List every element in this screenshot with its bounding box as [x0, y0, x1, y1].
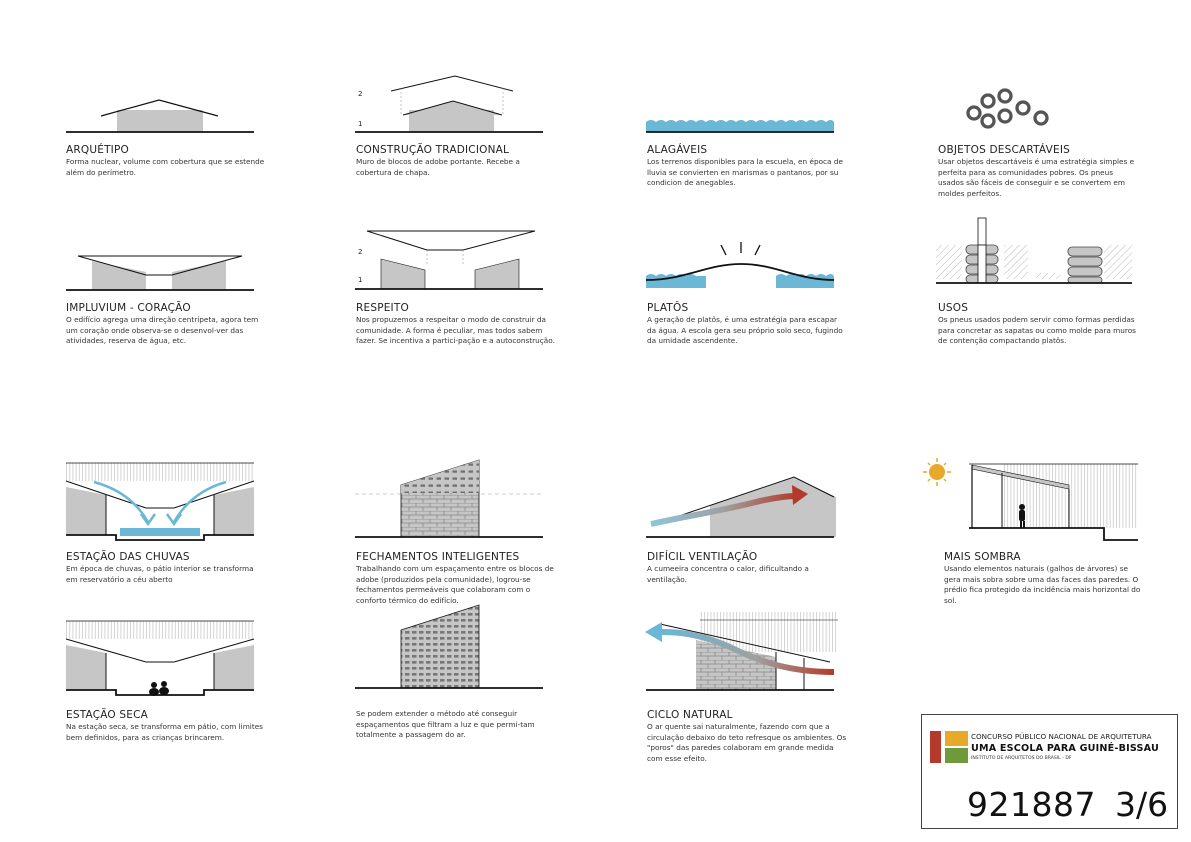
tire-icon — [968, 90, 1047, 127]
sun-rays-icon — [721, 242, 760, 255]
level-1-label: 1 — [358, 120, 363, 128]
wall-left — [66, 645, 106, 690]
ground-line — [969, 528, 1138, 540]
diagram-construcao-tradicional — [355, 75, 545, 137]
roof-upper — [391, 76, 513, 91]
tire-stack-icon — [1068, 247, 1102, 283]
vegetation-band — [66, 463, 254, 481]
wall-left — [381, 259, 425, 289]
wall-right — [172, 261, 226, 290]
panel-title: OBJETOS DESCARTÁVEIS — [938, 144, 1070, 156]
diagram-dificil-ventilacao — [646, 470, 836, 540]
panel-title: RESPEITO — [356, 302, 409, 314]
panel-title: ESTAÇÃO DAS CHUVAS — [66, 551, 190, 563]
hatched-ground — [1036, 273, 1060, 279]
diagram-fechamentos-inteligentes — [355, 455, 545, 540]
page-number: 3/6 — [1115, 785, 1169, 824]
panel-description: Os pneus usados podem servir como formas perdidas para concretar as sapatas ou como molde para muros de contenção compactando platôs. — [938, 315, 1136, 346]
panel-description: Trabalhando com um espaçamento entre os blocos de adobe (produzidos pela comunidade), logrou-se fechamentos permeáveis que colaboram com o conforto térmico do edifício. — [356, 564, 554, 605]
hatched-ground — [1104, 245, 1132, 279]
vegetation-band — [66, 621, 254, 639]
tire-stack-icon — [966, 245, 998, 283]
logo-block-icon — [945, 748, 968, 763]
sun-icon — [923, 458, 951, 486]
logo-block-icon — [945, 731, 968, 746]
wall-right — [214, 645, 254, 690]
diagram-platos — [646, 240, 836, 295]
panel-description: Usar objetos descartáveis é uma estratégia simples e perfeita para as comunidades pobres. Os pneus usados são fáceis de conseguir e se convertem em moldes perfeitos. — [938, 157, 1135, 198]
hatched-ground — [936, 245, 962, 279]
rain-arrow-icon — [94, 482, 226, 524]
panel-description: Forma nuclear, volume com cobertura que se estende além do perímetro. — [66, 157, 265, 177]
children-icon — [149, 681, 169, 696]
arrow-head-icon — [645, 622, 662, 642]
competition-name: CONCURSO PÚBLICO NACIONAL DE ARQUITETURA — [971, 732, 1152, 741]
hatched-ground — [1004, 245, 1028, 279]
wall-left — [66, 487, 106, 535]
panel-description: O edifício agrega uma direção centrípeta, agora tem um coração onde observa-se o desenvol-ver das atividades, reserva de água, etc. — [66, 315, 259, 346]
panel-title: MAIS SOMBRA — [944, 551, 1021, 563]
panel-title: IMPLUVIUM - CORAÇÃO — [66, 302, 191, 314]
wall-right — [214, 487, 254, 535]
panel-description: Nos propuzemos a respeitar o modo de construir da comunidade. A forma é peculiar, mas todos sabem fazer. Se incentiva a partici-pação e a autoconstrução. — [356, 315, 555, 346]
panel-title: CONSTRUÇÃO TRADICIONAL — [356, 144, 510, 156]
diagram-fechamentos-perfurados — [355, 600, 545, 692]
wall-volume — [117, 110, 203, 132]
level-1-label: 1 — [358, 276, 363, 284]
logo-block-icon — [930, 731, 941, 763]
panel-description: Em época de chuvas, o pátio interior se transforma em reservatório a céu aberto — [66, 564, 254, 584]
project-title: UMA ESCOLA PARA GUINÉ-BISSAU — [971, 743, 1159, 754]
panel-title: CICLO NATURAL — [647, 709, 733, 721]
panel-description: Usando elementos naturais (galhos de árvores) se gera mais sobra sobre uma das faces das paredes. O prédio fica protegido da incidência mais horizontal do sol. — [944, 564, 1141, 605]
institute-name: INSTITUTO DE ARQUITETOS DO BRASIL - DF — [971, 756, 1072, 761]
diagram-estacao-das-chuvas — [66, 460, 256, 545]
panel-title: FECHAMENTOS INTELIGENTES — [356, 551, 520, 563]
diagram-impluvium — [66, 247, 256, 295]
wall-right — [475, 259, 519, 289]
panel-title: USOS — [938, 302, 969, 314]
water — [646, 120, 834, 132]
panel-description: A cumeeira concentra o calor, dificultando a ventilação. — [647, 564, 809, 584]
panel-description: Se podem extender o método até conseguir espaçamentos que filtram a luz e que permi-tam totalmente a passagem do ar. — [356, 709, 535, 740]
panel-title: ALAGÁVEIS — [647, 144, 708, 156]
panel-description: Na estação seca, se transforma em pátio, com limites bem definidos, para as crianças brincarem. — [66, 722, 263, 742]
diagram-tires — [962, 82, 1092, 132]
diagram-estacao-seca — [66, 618, 256, 698]
panel-description: Los terrenos disponibles para la escuela, en época de lluvia se convierten en marismas o pantanos, por su condicion de anegables. — [647, 157, 843, 188]
diagram-alagaveis — [646, 110, 836, 135]
entry-code: 921887 — [967, 785, 1096, 824]
plateau — [646, 264, 834, 280]
level-2-label: 2 — [358, 248, 363, 256]
level-2-label: 2 — [358, 90, 363, 98]
wall-left — [92, 261, 146, 290]
perforated-wall — [401, 605, 479, 688]
panel-title: DIFÍCIL VENTILAÇÃO — [647, 551, 758, 563]
diagram-mais-sombra — [924, 455, 1139, 545]
panel-description: Muro de blocos de adobe portante. Recebe a cobertura de chapa. — [356, 157, 520, 177]
title-block — [921, 714, 1178, 829]
panel-description: O ar quente sai naturalmente, fazendo com que a circulação debaixo do teto refresque os ambientes. Os "poros" das paredes colaboram em grande medida com esse efeito. — [647, 722, 847, 763]
perforated-top — [401, 460, 479, 493]
panel-title: ARQUÉTIPO — [66, 144, 129, 156]
diagram-arquetipo — [66, 95, 256, 140]
roof — [403, 101, 502, 115]
diagram-usos — [936, 215, 1136, 295]
panel-description: A geração de platôs, é uma estratégia para escapar da água. A escola gera seu próprio solo seco, fugindo da umidade ascendente. — [647, 315, 843, 346]
diagram-ciclo-natural — [640, 612, 840, 697]
panel-title: PLATÔS — [647, 302, 689, 314]
panel-title: ESTAÇÃO SECA — [66, 709, 149, 721]
water — [120, 528, 200, 536]
roof-upper — [367, 231, 535, 250]
diagram-respeito — [355, 225, 545, 295]
